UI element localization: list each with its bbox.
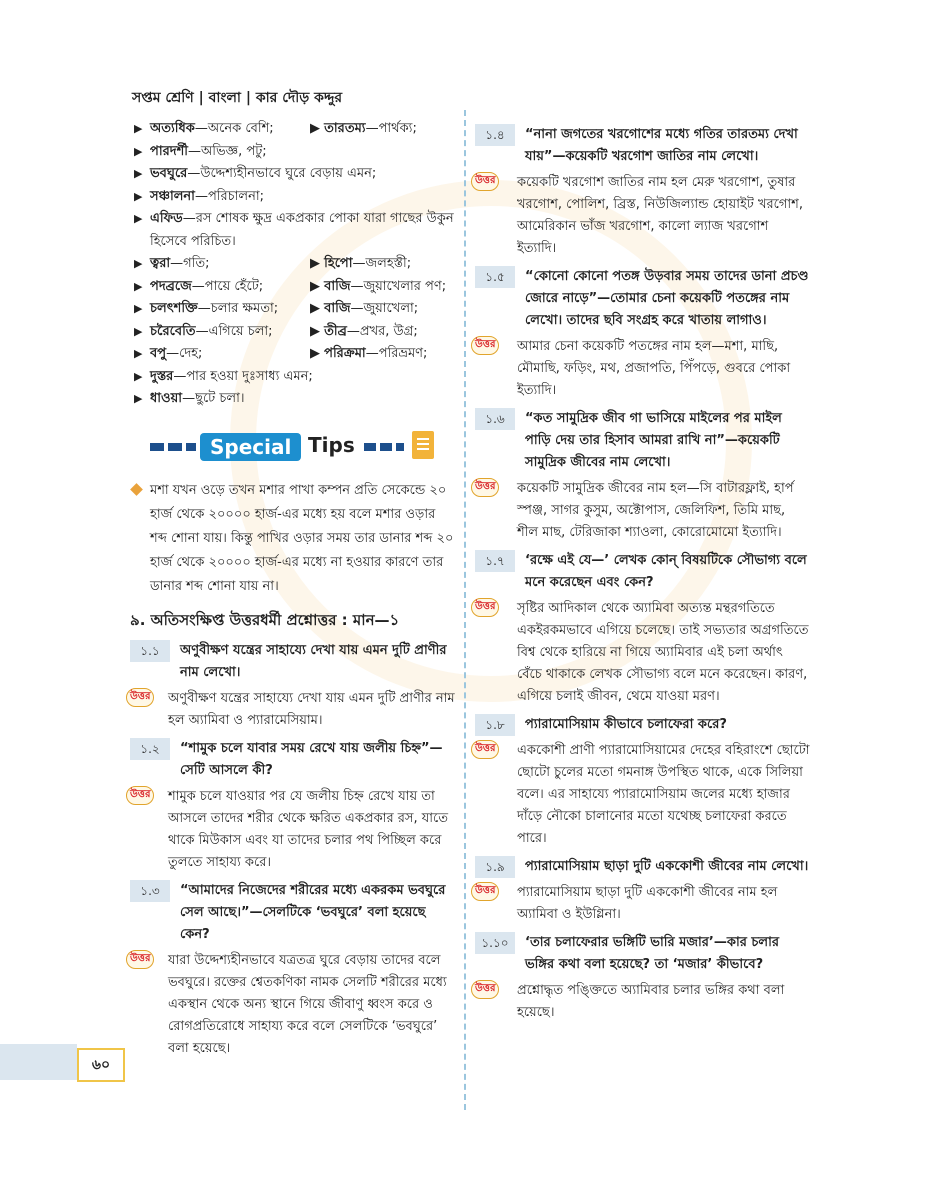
arrow-bullet-icon: ▶ — [310, 323, 325, 339]
special-label: Special — [200, 433, 301, 461]
vocab-cell — [310, 276, 446, 299]
answer — [130, 786, 455, 874]
vocab-cell — [310, 321, 418, 344]
question-number: ১.১ — [130, 640, 170, 662]
arrow-bullet-icon: ▶ — [134, 167, 143, 180]
question-text: ‘তার চলাফেরার ভঙ্গিটি ভারি মজার’—কার চলার ভঙ্গির কথা বলা হয়েছে? তা ‘মজার’ কীভাবে? — [525, 935, 780, 972]
arrow-bullet-icon: ▶ — [134, 257, 143, 270]
vocab-cell — [150, 298, 310, 321]
stripe-left-icon — [150, 443, 196, 451]
question — [130, 640, 455, 684]
answer-badge-icon: উত্তর — [471, 478, 499, 497]
vocab-term: বাজি — [324, 278, 351, 294]
tip-text: মশা যখন ওড়ে তখন মশার পাখা কম্পন প্রতি সেকেন্ডে ২০ হার্জ থেকে ২০০০০ হার্জ-এর মধ্যে হয় বলে মশার ওড়ার শব্দ শোনা যায়। কিন্তু পাখির ওড়ার সময় তার ডানার শব্দ ২০ হার্জ থেকে ২০০০০ হার্জ-এর মধ্যে না হওয়ার কারণে তার ডানার শব্দ শোনা যায় না। — [150, 482, 454, 594]
question-text: অণুবীক্ষণ যন্ত্রের সাহায্যে দেখা যায় এমন দুটি প্রাণীর নাম লেখো। — [180, 642, 447, 680]
arrow-bullet-icon: ▶ — [310, 278, 325, 294]
vocab-cell — [150, 321, 310, 344]
arrow-bullet-icon: ▶ — [310, 346, 325, 361]
question-number: ১.৬ — [475, 408, 515, 430]
vocab-def: —পার হওয়া দুঃসাধ্য এমন; — [173, 368, 313, 384]
vocab-cell — [150, 253, 310, 276]
vocab-item — [130, 366, 455, 389]
vocab-item — [130, 298, 455, 321]
vocab-row — [150, 253, 455, 276]
vocab-term: অত্যধিক — [150, 121, 195, 136]
vocab-def: —জুয়াখেলার পণ; — [350, 278, 447, 294]
question-text: “শামুক চলে যাবার সময় রেখে যায় জলীয় চিহ্ন”—সেটি আসলে কী? — [180, 740, 443, 778]
right-column — [475, 118, 810, 1028]
arrow-bullet-icon: ▶ — [134, 122, 143, 135]
special-tips-banner — [150, 429, 455, 469]
vocab-def: —এগিয়ে চলা; — [195, 323, 273, 339]
answer-text: আমার চেনা কয়েকটি পতঙ্গের নাম হল—মশা, মাছি, মৌমাছি, ফড়িং, মথ, প্রজাপতি, পিঁপড়ে, গুবরে পোকা ইত্যাদি। — [517, 339, 791, 398]
question-text: “কত সামুদ্রিক জীব গা ভাসিয়ে মাইলের পর মাইল পাড়ি দেয় তার হিসাব আমরা রাখি না”—কয়েকটি সামুদ্রিক জীবের নাম লেখো। — [525, 411, 782, 470]
question-text: প্যারামোসিয়াম ছাড়া দুটি এককোশী জীবের নাম লেখো। — [525, 859, 809, 874]
vocab-item — [130, 343, 455, 366]
answer-badge-icon: উত্তর — [126, 950, 154, 969]
vocab-term: চরৈবেতি — [150, 323, 196, 339]
question-text: প্যারামোসিয়াম কীভাবে চলাফেরা করে? — [525, 717, 727, 732]
vocab-row — [150, 298, 455, 321]
vocab-row — [150, 343, 455, 366]
vocab-term: সঞ্চালনা — [150, 188, 195, 204]
question-number: ১.২ — [130, 738, 170, 760]
column-divider — [464, 110, 466, 1110]
arrow-bullet-icon: ▶ — [310, 121, 325, 136]
vocab-term: এফিড — [150, 211, 183, 226]
tips-label: Tips — [308, 432, 355, 457]
page-number: ৬০ — [77, 1048, 125, 1082]
question-number: ১.৪ — [475, 124, 515, 146]
answer-text: প্রশ্নোদ্ধৃত পঙ্ক্তিতে অ্যামিবার চলার ভঙ্গির কথা বলা হয়েছে। — [517, 983, 785, 1020]
question — [475, 714, 810, 736]
tip-paragraph — [130, 479, 455, 599]
vocab-term: পারদর্শী — [150, 143, 188, 159]
answer-text: শামুক চলে যাওয়ার পর যে জলীয় চিহ্ন রেখে যায় তা আসলে তাদের শরীর থেকে ক্ষরিত একপ্রকার রস, যাতে থাকে মিউকাস এবং যা তাদের চলার পথ পিচ্ছিল করে তুলতে সাহায্য করে। — [168, 788, 449, 870]
arrow-bullet-icon: ▶ — [134, 347, 143, 360]
question-text: ‘রক্ষে এই যে—’ লেখক কোন্ বিষয়টিকে সৌভাগ্য বলে মনে করেছেন এবং কেন? — [525, 553, 807, 590]
vocab-term: পরিক্রমা — [324, 346, 366, 361]
question-number: ১.৯ — [475, 856, 515, 878]
right-qa-list — [475, 124, 810, 1024]
vocab-cell — [310, 343, 427, 366]
page-header: সপ্তম শ্রেণি | বাংলা | কার দৌড় কদ্দুর — [132, 90, 343, 106]
answer-badge-icon: উত্তর — [126, 688, 154, 707]
question-text: “নানা জগতের খরগোশের মধ্যে গতির তারতম্য দেখা যায়”—কয়েকটি খরগোশ জাতির নাম লেখো। — [525, 127, 798, 164]
answer-text: প্যারামোসিয়াম ছাড়া দুটি এককোশী জীবের নাম হল অ্যামিবা ও ইউগ্লিনা। — [517, 885, 778, 922]
arrow-bullet-icon: ▶ — [134, 189, 143, 203]
vocab-term: তীব্র — [324, 323, 347, 339]
answer-badge-icon: উত্তর — [471, 172, 499, 191]
vocab-row — [150, 321, 455, 344]
question-number: ১.৮ — [475, 714, 515, 736]
vocab-term: চলৎশক্তি — [150, 301, 198, 316]
vocab-def: —পার্থক্য; — [365, 121, 417, 136]
question — [475, 408, 810, 474]
vocab-list — [130, 118, 455, 411]
vocab-item — [130, 118, 455, 141]
answer-badge-icon: উত্তর — [471, 980, 499, 999]
left-qa-list — [130, 640, 455, 1060]
vocab-cell — [310, 253, 411, 276]
page-number-bar — [0, 1044, 77, 1080]
answer-badge-icon: উত্তর — [471, 336, 499, 355]
answer-text: অণুবীক্ষণ যন্ত্রের সাহায্যে দেখা যায় এমন দুটি প্রাণীর নাম হল অ্যামিবা ও প্যারামেসিয়াম। — [168, 690, 455, 728]
question — [130, 738, 455, 782]
vocab-item — [130, 141, 455, 164]
arrow-bullet-icon: ▶ — [134, 392, 143, 405]
arrow-bullet-icon: ▶ — [134, 369, 143, 383]
vocab-def: —প্রখর, উগ্র; — [346, 323, 418, 339]
answer — [130, 950, 455, 1060]
answer-badge-icon: উত্তর — [471, 882, 499, 901]
arrow-bullet-icon: ▶ — [134, 144, 143, 158]
arrow-bullet-icon: ▶ — [310, 256, 325, 271]
answer — [475, 980, 810, 1024]
vocab-def: —পরিভ্রমণ; — [365, 346, 428, 361]
question-number: ১.৭ — [475, 550, 515, 572]
vocab-def: —জুয়াখেলা; — [350, 301, 419, 316]
arrow-bullet-icon: ▶ — [310, 301, 325, 316]
vocab-item — [130, 276, 455, 299]
vocab-term: বাজি — [324, 301, 351, 316]
vocab-cell — [150, 276, 310, 299]
vocab-def: —দেহ; — [166, 346, 203, 361]
question-text: “আমাদের নিজেদের শরীরের মধ্যে একরকম ভবঘুরে সেল আছে।”—সেলটিকে ‘ভবঘুরে’ বলা হয়েছে কেন? — [180, 882, 446, 942]
vocab-cell — [150, 118, 310, 141]
vocab-item — [130, 163, 455, 186]
vocab-term: তারতম্য — [324, 121, 366, 136]
vocab-item — [130, 208, 455, 253]
answer-badge-icon: উত্তর — [126, 786, 154, 805]
vocab-term: ভবঘুরে — [150, 166, 188, 181]
vocab-cell — [310, 118, 417, 141]
answer-badge-icon: উত্তর — [471, 598, 499, 617]
answer-text: যারা উদ্দেশ্যহীনভাবে যত্রতত্র ঘুরে বেড়ায় তাদের বলে ভবঘুরে। রক্তের শ্বেতকণিকা নামক সেলটি শরীরের মধ্যে একস্থান থেকে অন্য স্থানে গিয়ে জীবাণু ধ্বংস করে ও রোগপ্রতিরোধে সাহায্য করে বলে সেলটিকে ‘ভবঘুরে’ বলা হয়েছে। — [168, 952, 447, 1056]
answer-text: সৃষ্টির আদিকাল থেকে অ্যামিবা অত্যন্ত মন্থরগতিতে একইরকমভাবে এগিয়ে চলেছে। তাই সভ্যতার অগ্রগতিতে বিশ্ব থেকে হারিয়ে না গিয়ে অ্যামিবার এই চলা অর্থাৎ বেঁচে থাকাকে লেখক সৌভাগ্য বলে মনে করেছেন। কারণ, এগিয়ে চলাই জীবন, থেমে যাওয়া মরণ। — [517, 601, 809, 704]
question — [475, 932, 810, 976]
arrow-bullet-icon: ▶ — [134, 324, 143, 338]
question — [475, 550, 810, 594]
answer — [475, 336, 810, 402]
vocab-term: ধাওয়া — [150, 391, 183, 406]
vocab-term: দুস্তর — [150, 368, 174, 384]
answer — [130, 688, 455, 732]
vocab-def: —রস শোষক ক্ষুদ্র একপ্রকার পোকা যারা গাছের উকুন হিসেবে পরিচিত। — [150, 211, 454, 249]
vocab-def: —ছুটে চলা। — [182, 391, 245, 406]
vocab-term: হিপো — [324, 256, 353, 271]
document-icon — [412, 431, 434, 459]
vocab-item — [130, 186, 455, 209]
vocab-def: —চলার ক্ষমতা; — [197, 301, 279, 316]
vocab-term: ত্বরা — [150, 256, 171, 271]
vocab-def: —উদ্দেশ্যহীনভাবে ঘুরে বেড়ায় এমন; — [187, 166, 377, 181]
answer-text: কয়েকটি সামুদ্রিক জীবের নাম হল—সি বাটারফ্লাই, হার্প স্পঞ্জ, সাগর কুসুম, অক্টোপাস, জেলিফিশ, তিমি মাছ, শীল মাছ, টেরিজাকা শ্যাওলা, কোরোমোমো ইত্যাদি। — [517, 481, 794, 540]
vocab-item — [130, 253, 455, 276]
vocab-cell — [310, 298, 418, 321]
vocab-def: —অনেক বেশি; — [194, 121, 274, 136]
left-column — [130, 118, 455, 1064]
diamond-bullet-icon — [130, 483, 143, 496]
answer-badge-icon: উত্তর — [471, 740, 499, 759]
answer — [475, 882, 810, 926]
question — [475, 856, 810, 878]
question-number: ১.৩ — [130, 880, 170, 902]
vocab-item — [130, 321, 455, 344]
vocab-def: —পায়ে হেঁটে; — [191, 278, 264, 294]
answer — [475, 478, 810, 544]
vocab-row — [150, 118, 455, 141]
question — [475, 124, 810, 168]
stripe-right-icon — [364, 443, 404, 451]
vocab-def: —গতি; — [170, 256, 210, 271]
vocab-row — [150, 276, 455, 299]
vocab-item — [130, 388, 455, 411]
vocab-def: —জলহস্তী; — [352, 256, 412, 271]
answer — [475, 172, 810, 260]
vocab-def: —অভিজ্ঞ, পটু; — [188, 143, 267, 159]
answer-text: এককোশী প্রাণী প্যারামোসিয়ামের দেহের বহিরাংশে ছোটো ছোটো চুলের মতো গমনাঙ্গ উপস্থিত থাকে, একে সিলিয়া বলে। এর সাহায্যে প্যারামোসিয়াম জলের মধ্যে হাজার দাঁড়ে নৌকো চালানোর মতো যথেচ্ছ চলাফেরা করতে পারে। — [517, 743, 810, 846]
vocab-cell — [150, 343, 310, 366]
vocab-def: —পরিচালনা; — [194, 188, 265, 204]
vocab-term: পদব্রজে — [150, 278, 192, 294]
question-text: “কোনো কোনো পতঙ্গ উড়বার সময় তাদের ডানা প্রচণ্ড জোরে নাড়ে”—তোমার চেনা কয়েকটি পতঙ্গের নাম লেখো। তাদের ছবি সংগ্রহ করে খাতায় লাগাও। — [525, 269, 809, 328]
answer-text: কয়েকটি খরগোশ জাতির নাম হল মেরু খরগোশ, তুষার খরগোশ, পোলিশ, ব্রিস্ত, নিউজিল্যান্ড হোয়াইট খরগোশ, আমেরিকান ভাঁজ খরগোশ, কালো ল্যাজ খরগোশ ইত্যাদি। — [517, 175, 803, 256]
arrow-bullet-icon: ▶ — [134, 212, 143, 225]
section-heading: ৯. অতিসংক্ষিপ্ত উত্তরধর্মী প্রশ্নোত্তর : মান—১ — [130, 610, 400, 629]
question — [475, 266, 810, 332]
vocab-term: বপু — [150, 346, 167, 361]
answer — [475, 598, 810, 708]
question-number: ১.৫ — [475, 266, 515, 288]
question — [130, 880, 455, 946]
question-number: ১.১০ — [475, 932, 515, 954]
arrow-bullet-icon: ▶ — [134, 279, 143, 293]
answer — [475, 740, 810, 850]
arrow-bullet-icon: ▶ — [134, 302, 143, 315]
